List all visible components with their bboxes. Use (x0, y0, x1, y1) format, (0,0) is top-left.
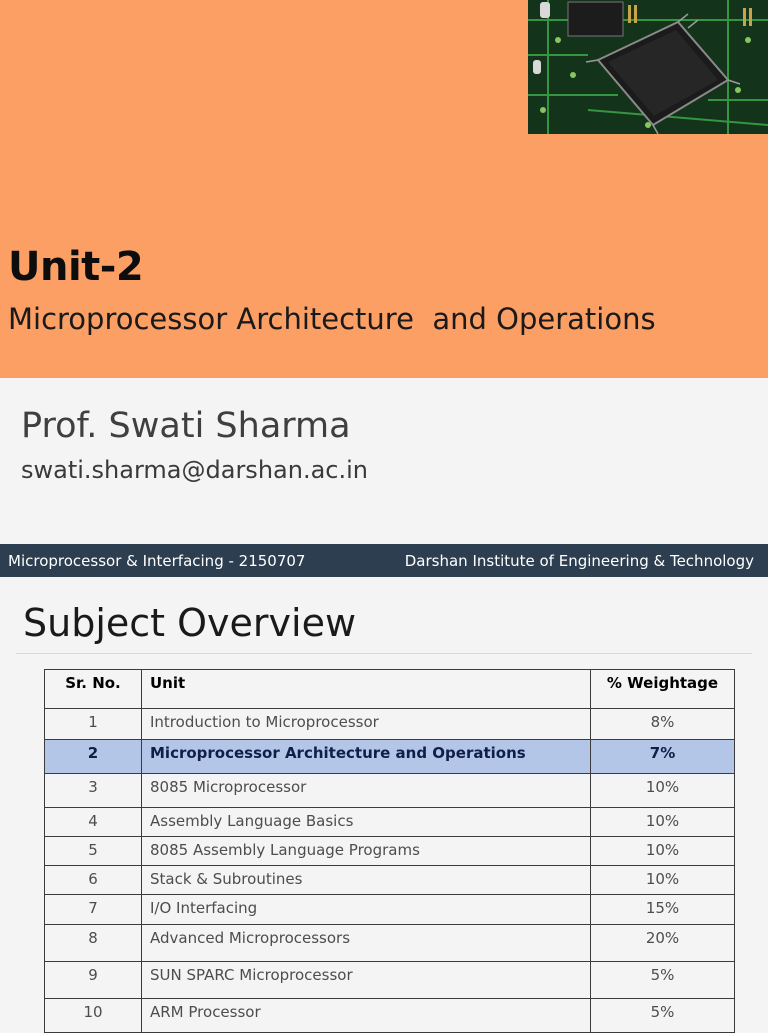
row-sr-no: 5 (45, 837, 142, 866)
overview-slide (0, 577, 768, 1024)
row-weightage: 5% (591, 962, 735, 999)
row-weightage: 10% (591, 837, 735, 866)
row-unit: SUN SPARC Microprocessor (142, 962, 591, 999)
footer-course: Microprocessor & Interfacing - 2150707 (8, 552, 306, 570)
table-row (45, 709, 735, 740)
table-row (45, 866, 735, 895)
row-weightage: 8% (591, 709, 735, 740)
title-divider (16, 653, 752, 654)
unit-title: Unit-2 (8, 244, 144, 290)
presenter-name: Prof. Swati Sharma (21, 406, 351, 446)
table-row-highlighted (45, 740, 735, 774)
row-weightage: 10% (591, 866, 735, 895)
row-sr-no: 9 (45, 962, 142, 999)
slide-footer (0, 544, 768, 577)
row-unit: Assembly Language Basics (142, 808, 591, 837)
header-unit: Unit (142, 670, 591, 709)
row-unit: ARM Processor (142, 999, 591, 1033)
row-sr-no: 2 (45, 740, 142, 774)
subject-overview-table (44, 669, 735, 1033)
table-row (45, 808, 735, 837)
row-weightage: 10% (591, 774, 735, 808)
row-weightage: 5% (591, 999, 735, 1033)
row-sr-no: 3 (45, 774, 142, 808)
row-unit: 8085 Assembly Language Programs (142, 837, 591, 866)
row-unit: Introduction to Microprocessor (142, 709, 591, 740)
presenter-email[interactable]: swati.sharma@darshan.ac.in (21, 456, 368, 484)
row-weightage: 20% (591, 925, 735, 962)
unit-subtitle: Microprocessor Architecture and Operations (8, 302, 656, 336)
row-sr-no: 4 (45, 808, 142, 837)
circuit-board-image (528, 0, 768, 134)
table-row (45, 999, 735, 1033)
overview-title: Subject Overview (23, 601, 357, 645)
row-unit: Microprocessor Architecture and Operations (142, 740, 591, 774)
row-unit: Advanced Microprocessors (142, 925, 591, 962)
table-row (45, 925, 735, 962)
row-sr-no: 10 (45, 999, 142, 1033)
row-sr-no: 7 (45, 895, 142, 925)
table-row (45, 837, 735, 866)
header-weightage: % Weightage (591, 670, 735, 709)
row-unit: 8085 Microprocessor (142, 774, 591, 808)
table-header-row (45, 670, 735, 709)
row-weightage: 15% (591, 895, 735, 925)
table-row (45, 774, 735, 808)
row-sr-no: 8 (45, 925, 142, 962)
row-weightage: 7% (591, 740, 735, 774)
circuit-board-illustration (528, 0, 768, 134)
table-row (45, 962, 735, 999)
row-unit: I/O Interfacing (142, 895, 591, 925)
row-weightage: 10% (591, 808, 735, 837)
row-unit: Stack & Subroutines (142, 866, 591, 895)
header-sr-no: Sr. No. (45, 670, 142, 709)
row-sr-no: 1 (45, 709, 142, 740)
footer-institute: Darshan Institute of Engineering & Technology (404, 552, 754, 570)
row-sr-no: 6 (45, 866, 142, 895)
table-row (45, 895, 735, 925)
